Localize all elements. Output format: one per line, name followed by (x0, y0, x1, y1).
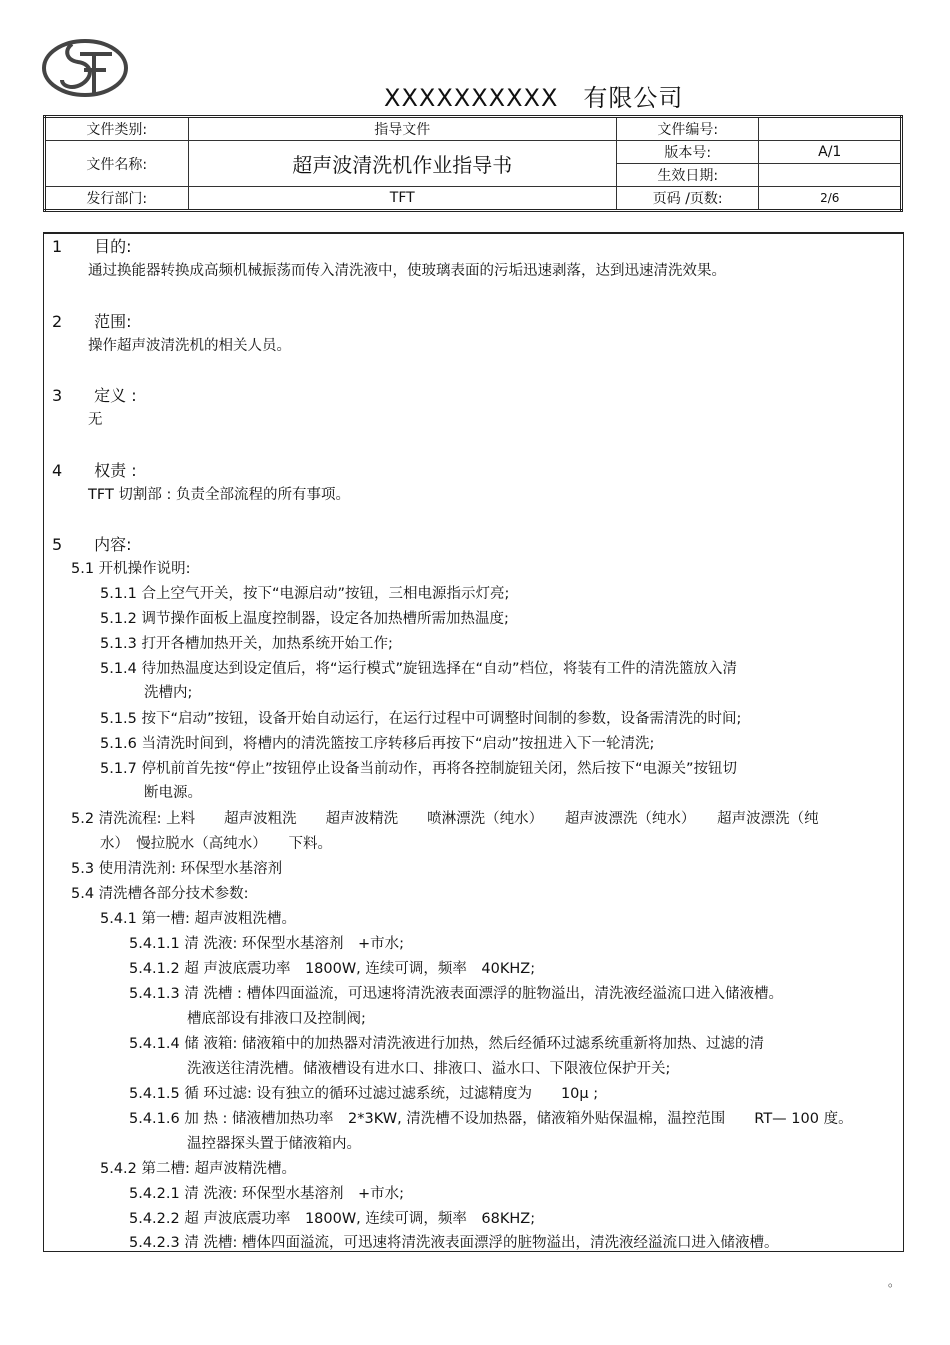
dept-value: TFT (188, 187, 616, 211)
body-line: TFT 切割部 : 负责全部流程的所有事项。 (88, 487, 351, 503)
page-value: 2/6 (759, 187, 902, 211)
effective-date-label: 生效日期: (616, 164, 759, 187)
body-line: 5.1.4 待加热温度达到设定值后，将“运行模式”旋钮选择在“自动”档位，将装有工件的清洗篮放入清 (100, 661, 738, 677)
body-line: 5.4.1.2 超 声波底震功率 1800W, 连续可调，频率 40KHZ; (129, 961, 536, 977)
company-logo (42, 36, 132, 98)
body-line: 操作超声波清洗机的相关人员。 (88, 338, 291, 354)
body-line: 5.2 清洗流程: 上料 超声波粗洗 超声波精洗 喷淋漂洗（纯水） 超声波漂洗（纯水） 超声波漂洗（纯 (71, 811, 819, 827)
body-line: 5.4.2.3 清 洗槽: 槽体四面溢流，可迅速将清洗液表面漂浮的脏物溢出，清洗液经溢流口进入储液槽。 (129, 1235, 779, 1251)
file-name-label: 文件名称: (45, 141, 189, 187)
body-line: 5.4.2 第二槽: 超声波精洗槽。 (100, 1161, 296, 1177)
body-line: 洗槽内; (144, 685, 193, 701)
body-line: 5.1.1 合上空气开关，按下“电源启动”按钮，三相电源指示灯亮; (100, 586, 510, 602)
file-type-value: 指导文件 (188, 117, 616, 141)
body-line: 5.4.1.4 储 液箱: 储液箱中的加热器对清洗液进行加热，然后经循环过滤系统重新将加热、过滤的清 (129, 1036, 764, 1052)
body-line: 洗液送往清洗槽。储液槽设有进水口、排液口、溢水口、下限液位保护开关; (187, 1061, 671, 1077)
body-line: 5.1.5 按下“启动”按钮，设备开始自动运行，在运行过程中可调整时间制的参数，设备需清洗的时间; (100, 711, 742, 727)
version-value: A/1 (759, 141, 902, 164)
body-line: 5.1 开机操作说明: (71, 561, 191, 577)
document-body (43, 232, 904, 1252)
body-line: 5.4.1.5 循 环过滤: 设有独立的循环过滤过滤系统，过滤精度为 10μ ; (129, 1086, 599, 1102)
body-line: 5.4.1.1 清 洗液: 环保型水基溶剂 +市水; (129, 936, 404, 952)
body-line: 5.1.6 当清洗时间到，将槽内的清洗篮按工序转移后再按下“启动”按扭进入下一轮清洗; (100, 736, 655, 752)
section-heading: 5 内容: (52, 535, 132, 554)
page-label: 页码 /页数: (616, 187, 759, 211)
section-heading: 4 权责 : (52, 461, 137, 480)
dept-label: 发行部门: (45, 187, 189, 211)
company-name: XXXXXXXXXX 有限公司 (384, 84, 684, 112)
effective-date-value (759, 164, 902, 187)
file-no-value (759, 117, 902, 141)
body-line: 5.1.3 打开各槽加热开关，加热系统开始工作; (100, 636, 393, 652)
body-line: 5.3 使用清洗剂: 环保型水基溶剂 (71, 861, 283, 877)
footer-mark: 。 (888, 1275, 901, 1289)
body-line: 通过换能器转换成高频机械振荡而传入清洗液中，使玻璃表面的污垢迅速剥落，达到迅速清洗效果。 (88, 263, 726, 279)
section-heading: 3 定义 : (52, 386, 137, 405)
document-header-table (43, 115, 903, 212)
version-label: 版本号: (616, 141, 759, 164)
body-line: 5.4.2.1 清 洗液: 环保型水基溶剂 +市水; (129, 1186, 404, 1202)
body-line: 5.4.1 第一槽: 超声波粗洗槽。 (100, 911, 296, 927)
body-line: 5.4 清洗槽各部分技术参数: (71, 886, 249, 902)
body-line: 5.4.2.2 超 声波底震功率 1800W, 连续可调，频率 68KHZ; (129, 1211, 536, 1227)
body-line: 5.1.2 调节操作面板上温度控制器，设定各加热槽所需加热温度; (100, 611, 509, 627)
file-name-value: 超声波清洗机作业指导书 (188, 141, 616, 187)
section-heading: 1 目的: (52, 237, 132, 256)
body-line: 断电源。 (144, 785, 202, 801)
body-line: 水） 慢拉脱水（高纯水） 下料。 (100, 836, 332, 852)
body-line: 5.1.7 停机前首先按“停止”按钮停止设备当前动作，再将各控制旋钮关闭，然后按下“电源关”按钮切 (100, 761, 738, 777)
body-line: 5.4.1.6 加 热 : 储液槽加热功率 2*3KW, 清洗槽不设加热器，储液箱外贴保温棉，温控范围 RT— 100 度。 (129, 1111, 853, 1127)
body-line: 5.4.1.3 清 洗槽 : 槽体四面溢流，可迅速将清洗液表面漂浮的脏物溢出，清洗液经溢流口进入储液槽。 (129, 986, 784, 1002)
body-line: 无 (88, 412, 103, 428)
file-type-label: 文件类别: (45, 117, 189, 141)
section-heading: 2 范围: (52, 312, 132, 331)
body-line: 槽底部设有排液口及控制阀; (187, 1011, 366, 1027)
file-no-label: 文件编号: (616, 117, 759, 141)
body-line: 温控器探头置于储液箱内。 (187, 1136, 361, 1152)
